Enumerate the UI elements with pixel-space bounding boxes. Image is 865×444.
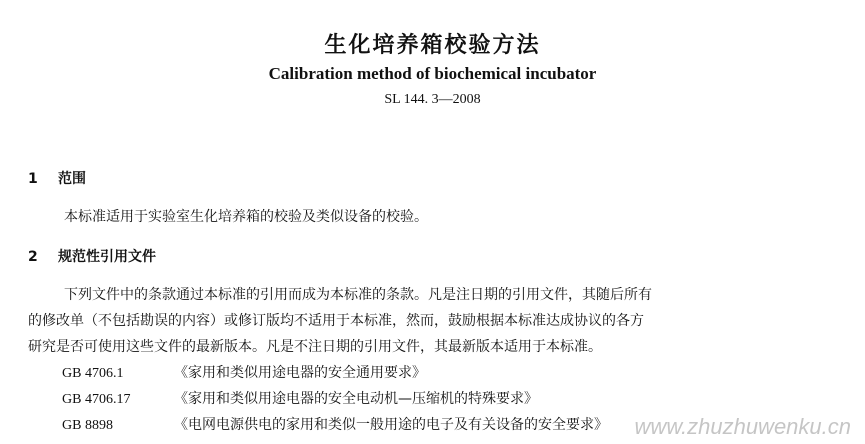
document-title-zh: 生化培养箱校验方法 [324, 33, 541, 58]
reference-item [62, 362, 426, 382]
section-2-line: 研究是否可使用这些文件的最新版本。凡是不注日期的引用文件，其最新版本适用于本标准。 [28, 339, 602, 355]
document-title-en: Calibration method of biochemical incubator [268, 64, 597, 83]
reference-title: 《电网电源供电的家用和类似一般用途的电子及有关设备的安全要求》 [174, 417, 608, 433]
reference-item [62, 414, 608, 434]
section-1-title: 范围 [58, 171, 86, 187]
section-2-heading [28, 246, 156, 266]
reference-title: 《家用和类似用途电器的安全电动机—压缩机的特殊要求》 [174, 391, 538, 407]
section-2-number: 2 [28, 249, 38, 265]
section-2-line: 的修改单（不包括勘误的内容）或修订版均不适用于本标准，然而，鼓励根据本标准达成协议的各方 [28, 313, 644, 329]
reference-code: GB 8898 [62, 418, 113, 433]
section-1-number: 1 [28, 171, 38, 187]
reference-code: GB 4706.1 [62, 366, 124, 381]
section-2-line: 下列文件中的条款通过本标准的引用而成为本标准的条款。凡是注日期的引用文件，其随后所有 [64, 287, 652, 303]
section-2-title: 规范性引用文件 [58, 249, 156, 265]
watermark-text: www.zhuzhuwenku.cn [634, 414, 851, 439]
standard-code: SL 144. 3—2008 [384, 92, 481, 107]
section-1-line: 本标准适用于实验室生化培养箱的校验及类似设备的校验。 [64, 209, 428, 225]
reference-item [62, 388, 538, 408]
section-1-heading [28, 168, 86, 188]
reference-title: 《家用和类似用途电器的安全通用要求》 [174, 365, 426, 381]
reference-code: GB 4706.17 [62, 392, 131, 407]
